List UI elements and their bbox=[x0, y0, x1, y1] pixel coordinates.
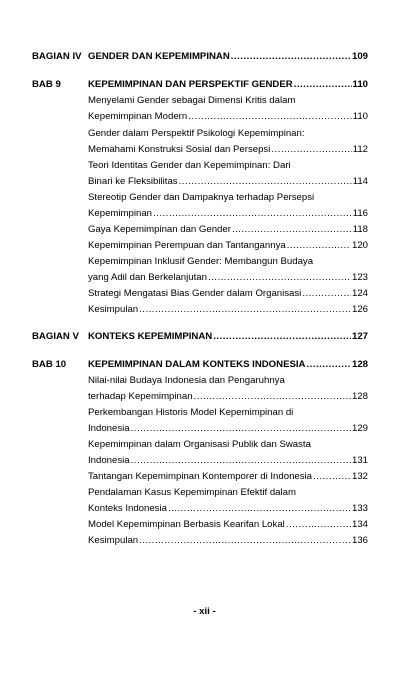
toc-entry-title: Gaya Kepemimpinan dan Gender bbox=[88, 224, 231, 235]
dot-leader bbox=[232, 222, 352, 238]
dot-leader bbox=[139, 302, 351, 318]
toc-entry-title: KEPEMIMPINAN DALAM KONTEKS INDONESIA bbox=[88, 359, 306, 370]
toc-section-label: BAGIAN IV bbox=[32, 51, 82, 62]
toc-page-number: 116 bbox=[352, 208, 368, 219]
toc-section-label: BAB 9 bbox=[32, 79, 61, 90]
toc-entry-title: Tantangan Kepemimpinan Kontemporer di Indonesia bbox=[88, 471, 313, 482]
toc-entry-row bbox=[32, 421, 368, 437]
toc-page-number: 109 bbox=[351, 51, 368, 62]
toc-entry-row bbox=[32, 174, 368, 190]
dot-leader bbox=[153, 206, 352, 222]
toc-page-number: 129 bbox=[351, 423, 368, 434]
toc-entry-row bbox=[32, 405, 368, 421]
toc-heading-row bbox=[32, 329, 368, 345]
toc-entry-title: KEPEMIMPINAN DAN PERSPEKTIF GENDER bbox=[88, 79, 293, 90]
toc-entry-title: yang Adil dan Berkelanjutan bbox=[88, 272, 207, 283]
toc-heading-row bbox=[32, 49, 368, 65]
toc-entry-title: terhadap Kepemimpinan bbox=[88, 391, 193, 402]
toc-entry-row bbox=[32, 158, 368, 174]
toc-entry-title: Kesimpulan bbox=[88, 535, 139, 546]
toc-entry-title: Memahami Konstruksi Sosial dan Persepsi bbox=[88, 144, 271, 155]
dot-leader bbox=[306, 357, 351, 373]
toc-entry-title: Kesimpulan bbox=[88, 304, 139, 315]
toc-entry-title: Strategi Mengatasi Bias Gender dalam Organisasi bbox=[88, 288, 302, 299]
toc-entry-title: Nilai-nilai Budaya Indonesia dan Pengaruhnya bbox=[88, 375, 285, 386]
toc-page-number: 136 bbox=[351, 535, 368, 546]
toc-entry-title: Gender dalam Perspektif Psikologi Kepemimpinan: bbox=[88, 128, 305, 139]
toc-page-number: 110 bbox=[352, 111, 368, 122]
dot-leader bbox=[286, 517, 351, 533]
toc-entry-row bbox=[32, 238, 368, 254]
toc-entry-title: Kepemimpinan bbox=[88, 208, 152, 219]
dot-leader bbox=[231, 49, 351, 65]
toc-entry-title: Perkembangan Historis Model Kepemimpinan di bbox=[88, 407, 294, 418]
toc-entry-row bbox=[32, 190, 368, 206]
toc-entry-title: Konteks Indonesia bbox=[88, 503, 167, 514]
dot-leader bbox=[179, 174, 352, 190]
toc-entry-row bbox=[32, 286, 368, 302]
toc-entry-row bbox=[32, 373, 368, 389]
toc-entry-title: Pendalaman Kasus Kepemimpinan Efektif dalam bbox=[88, 487, 296, 498]
toc-page-number: 127 bbox=[351, 331, 368, 342]
toc-page-number: 118 bbox=[352, 224, 368, 235]
toc-page-number: 133 bbox=[351, 503, 368, 514]
toc-section-label: BAB 10 bbox=[32, 359, 67, 370]
dot-leader bbox=[302, 286, 351, 302]
toc-page-number: 123 bbox=[351, 272, 368, 283]
toc-entry-row bbox=[32, 533, 368, 549]
toc-page-number: 128 bbox=[351, 391, 368, 402]
toc-page-number: 110 bbox=[352, 79, 368, 90]
toc-heading-row bbox=[32, 357, 368, 373]
toc-entry-row bbox=[32, 302, 368, 318]
dot-leader bbox=[213, 329, 351, 345]
toc-entry-title: GENDER DAN KEPEMIMPINAN bbox=[88, 51, 230, 62]
toc-entry-title: Kepemimpinan dalam Organisasi Publik dan Swasta bbox=[88, 439, 311, 450]
toc-entry-row bbox=[32, 109, 368, 125]
dot-leader bbox=[287, 238, 351, 254]
toc-page-number: 134 bbox=[351, 519, 368, 530]
toc-page-number: 124 bbox=[351, 288, 368, 299]
toc-entry-title: Model Kepemimpinan Berbasis Kearifan Lokal bbox=[88, 519, 285, 530]
toc-entry-row bbox=[32, 142, 368, 158]
dot-leader bbox=[188, 109, 352, 125]
toc-section-label: BAGIAN V bbox=[32, 331, 79, 342]
toc-entry-title: Stereotip Gender dan Dampaknya terhadap Persepsi bbox=[88, 192, 315, 203]
toc-page-number: 128 bbox=[351, 359, 368, 370]
toc-entry-row bbox=[32, 206, 368, 222]
toc-entry-title: Kepemimpinan Inklusif Gender: Membangun Budaya bbox=[88, 256, 314, 267]
toc-page-number: 131 bbox=[351, 455, 368, 466]
toc-page-number: 132 bbox=[351, 471, 368, 482]
dot-leader bbox=[131, 453, 351, 469]
dot-leader bbox=[168, 501, 351, 517]
toc-heading-row bbox=[32, 77, 368, 93]
toc-page-number: 126 bbox=[351, 304, 368, 315]
toc-entry-row bbox=[32, 270, 368, 286]
toc-entry-row bbox=[32, 485, 368, 501]
toc-entry-title: Kepemimpinan Modern bbox=[88, 111, 188, 122]
toc-entry-row bbox=[32, 222, 368, 238]
toc-page-number: 112 bbox=[352, 144, 368, 155]
dot-leader bbox=[131, 421, 351, 437]
toc-entry-row bbox=[32, 254, 368, 270]
toc-entry-row bbox=[32, 469, 368, 485]
dot-leader bbox=[208, 270, 351, 286]
toc-entry-title: Indonesia bbox=[88, 423, 130, 434]
toc-entry-title: Menyelami Gender sebagai Dimensi Kritis dalam bbox=[88, 95, 296, 106]
toc-entry-row bbox=[32, 93, 368, 109]
toc-entry-title: KONTEKS KEPEMIMPINAN bbox=[88, 331, 213, 342]
dot-leader bbox=[271, 142, 351, 158]
toc-entry-row bbox=[32, 126, 368, 142]
toc-page-number: 114 bbox=[352, 176, 368, 187]
page-number: - xii - bbox=[193, 606, 216, 617]
dot-leader bbox=[313, 469, 351, 485]
toc-entry-row bbox=[32, 389, 368, 405]
toc-entry-row bbox=[32, 501, 368, 517]
toc-entry-row bbox=[32, 453, 368, 469]
dot-leader bbox=[294, 77, 352, 93]
toc-entry-row bbox=[32, 517, 368, 533]
toc-page-number: 120 bbox=[351, 240, 368, 251]
toc-entry-title: Kepemimpinan Perempuan dan Tantangannya bbox=[88, 240, 286, 251]
toc-entry-title: Binari ke Fleksibilitas bbox=[88, 176, 178, 187]
toc-entry-title: Teori Identitas Gender dan Kepemimpinan: Dari bbox=[88, 160, 291, 171]
toc-entry-row bbox=[32, 437, 368, 453]
dot-leader bbox=[194, 389, 351, 405]
toc-entry-title: Indonesia bbox=[88, 455, 130, 466]
dot-leader bbox=[139, 533, 351, 549]
